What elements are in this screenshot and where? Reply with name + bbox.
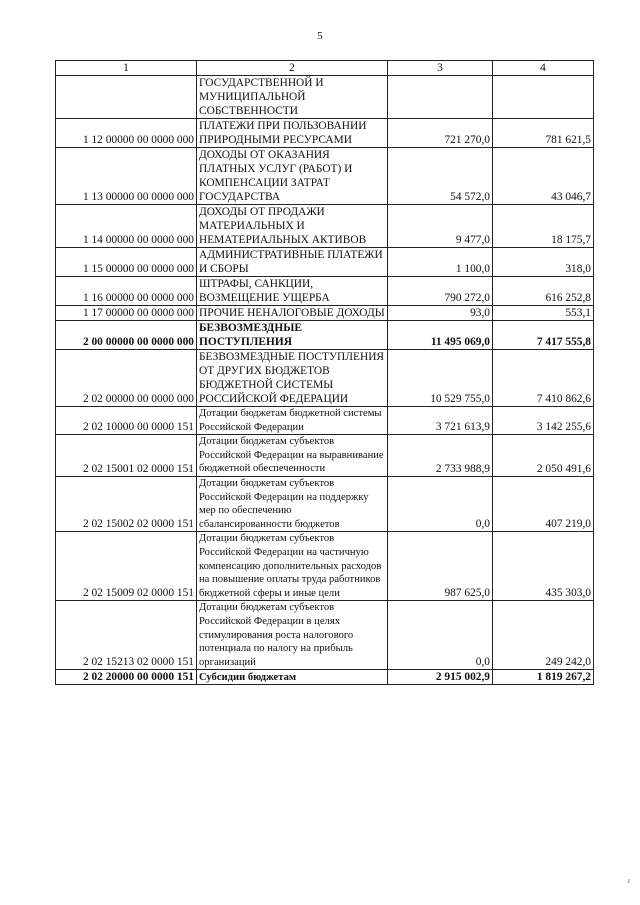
table-row — [56, 119, 594, 148]
row-code-cell: 2 02 15001 02 0000 151 — [56, 435, 197, 477]
table-row — [56, 670, 594, 685]
table-row — [56, 407, 594, 435]
row-value-col3-cell: 9 477,0 — [388, 205, 493, 248]
row-name-cell: Субсидии бюджетам — [197, 670, 388, 685]
row-value-col4-cell: 318,0 — [493, 248, 594, 277]
row-value-col4-cell: 781 621,5 — [493, 119, 594, 148]
row-value-col3-cell: 10 529 755,0 — [388, 350, 493, 407]
row-value-col4-cell: 7 410 862,6 — [493, 350, 594, 407]
row-code-cell: 2 00 00000 00 0000 000 — [56, 321, 197, 350]
table-row — [56, 306, 594, 321]
row-value-col4-cell: 18 175,7 — [493, 205, 594, 248]
table-row — [56, 435, 594, 477]
row-code-cell: 1 17 00000 00 0000 000 — [56, 306, 197, 321]
table-header-row — [56, 61, 594, 76]
table-row — [56, 601, 594, 670]
row-value-col3-cell: 54 572,0 — [388, 148, 493, 205]
row-name-cell: БЕЗВОЗМЕЗДНЫЕ ПОСТУПЛЕНИЯ ОТ ДРУГИХ БЮДЖЕТОВ БЮДЖЕТНОЙ СИСТЕМЫ РОССИЙСКОЙ ФЕДЕРАЦИИ — [197, 350, 388, 407]
table-row — [56, 350, 594, 407]
row-code-cell: 1 15 00000 00 0000 000 — [56, 248, 197, 277]
row-code-cell: 1 12 00000 00 0000 000 — [56, 119, 197, 148]
row-value-col3-cell: 2 915 002,9 — [388, 670, 493, 685]
row-name-cell: АДМИНИСТРАТИВНЫЕ ПЛАТЕЖИ И СБОРЫ — [197, 248, 388, 277]
row-value-col4-cell — [493, 76, 594, 119]
header-col-2: 2 — [197, 61, 388, 76]
table-row — [56, 248, 594, 277]
table-row — [56, 148, 594, 205]
table-row — [56, 277, 594, 306]
row-value-col3-cell: 2 733 988,9 — [388, 435, 493, 477]
row-code-cell — [56, 76, 197, 119]
row-name-cell: Дотации бюджетам субъектов Российской Федерации в целях стимулирования роста налогового потенциала по налогу на прибыль организаций — [197, 601, 388, 670]
table-row — [56, 476, 594, 531]
row-value-col4-cell: 435 303,0 — [493, 532, 594, 601]
table-row — [56, 205, 594, 248]
row-value-col4-cell: 2 050 491,6 — [493, 435, 594, 477]
row-name-cell: Дотации бюджетам субъектов Российской Федерации на частичную компенсацию дополнительных расходов на повышение оплаты труда работников бюджетной сферы и иные цели — [197, 532, 388, 601]
row-name-cell: ДОХОДЫ ОТ ПРОДАЖИ МАТЕРИАЛЬНЫХ И НЕМАТЕРИАЛЬНЫХ АКТИВОВ — [197, 205, 388, 248]
row-value-col3-cell: 0,0 — [388, 476, 493, 531]
header-col-3: 3 — [388, 61, 493, 76]
row-name-cell: ШТРАФЫ, САНКЦИИ, ВОЗМЕЩЕНИЕ УЩЕРБА — [197, 277, 388, 306]
row-code-cell: 1 14 00000 00 0000 000 — [56, 205, 197, 248]
row-value-col3-cell — [388, 76, 493, 119]
header-col-1: 1 — [56, 61, 197, 76]
table-body — [56, 76, 594, 685]
row-code-cell: 2 02 15009 02 0000 151 — [56, 532, 197, 601]
row-name-cell: ГОСУДАРСТВЕННОЙ И МУНИЦИПАЛЬНОЙ СОБСТВЕННОСТИ — [197, 76, 388, 119]
row-code-cell: 2 02 20000 00 0000 151 — [56, 670, 197, 685]
row-name-cell: Дотации бюджетам бюджетной системы Российской Федерации — [197, 407, 388, 435]
row-value-col4-cell: 553,1 — [493, 306, 594, 321]
row-code-cell: 1 16 00000 00 0000 000 — [56, 277, 197, 306]
header-col-4: 4 — [493, 61, 594, 76]
row-code-cell: 2 02 10000 00 0000 151 — [56, 407, 197, 435]
row-code-cell: 2 02 00000 00 0000 000 — [56, 350, 197, 407]
row-value-col3-cell: 1 100,0 — [388, 248, 493, 277]
row-value-col3-cell: 0,0 — [388, 601, 493, 670]
row-code-cell: 1 13 00000 00 0000 000 — [56, 148, 197, 205]
row-name-cell: Дотации бюджетам субъектов Российской Федерации на выравнивание бюджетной обеспеченности — [197, 435, 388, 477]
row-value-col4-cell: 407 219,0 — [493, 476, 594, 531]
row-name-cell: Дотации бюджетам субъектов Российской Федерации на поддержку мер по обеспечению сбалансированности бюджетов — [197, 476, 388, 531]
row-value-col4-cell: 616 252,8 — [493, 277, 594, 306]
row-name-cell: ПРОЧИЕ НЕНАЛОГОВЫЕ ДОХОДЫ — [197, 306, 388, 321]
table-row — [56, 321, 594, 350]
row-value-col3-cell: 3 721 613,9 — [388, 407, 493, 435]
row-name-cell: ДОХОДЫ ОТ ОКАЗАНИЯ ПЛАТНЫХ УСЛУГ (РАБОТ) И КОМПЕНСАЦИИ ЗАТРАТ ГОСУДАРСТВА — [197, 148, 388, 205]
budget-revenue-table — [55, 60, 594, 685]
row-value-col3-cell: 987 625,0 — [388, 532, 493, 601]
row-value-col4-cell: 7 417 555,8 — [493, 321, 594, 350]
row-value-col4-cell: 3 142 255,6 — [493, 407, 594, 435]
row-value-col3-cell: 721 270,0 — [388, 119, 493, 148]
row-name-cell: БЕЗВОЗМЕЗДНЫЕ ПОСТУПЛЕНИЯ — [197, 321, 388, 350]
page-number: 5 — [317, 30, 323, 42]
row-value-col3-cell: 11 495 069,0 — [388, 321, 493, 350]
table-row — [56, 532, 594, 601]
row-value-col3-cell: 93,0 — [388, 306, 493, 321]
row-code-cell: 2 02 15002 02 0000 151 — [56, 476, 197, 531]
corner-mark: ı — [627, 876, 630, 885]
row-value-col4-cell: 249 242,0 — [493, 601, 594, 670]
row-value-col4-cell: 43 046,7 — [493, 148, 594, 205]
row-value-col4-cell: 1 819 267,2 — [493, 670, 594, 685]
table-row — [56, 76, 594, 119]
row-code-cell: 2 02 15213 02 0000 151 — [56, 601, 197, 670]
row-value-col3-cell: 790 272,0 — [388, 277, 493, 306]
row-name-cell: ПЛАТЕЖИ ПРИ ПОЛЬЗОВАНИИ ПРИРОДНЫМИ РЕСУРСАМИ — [197, 119, 388, 148]
